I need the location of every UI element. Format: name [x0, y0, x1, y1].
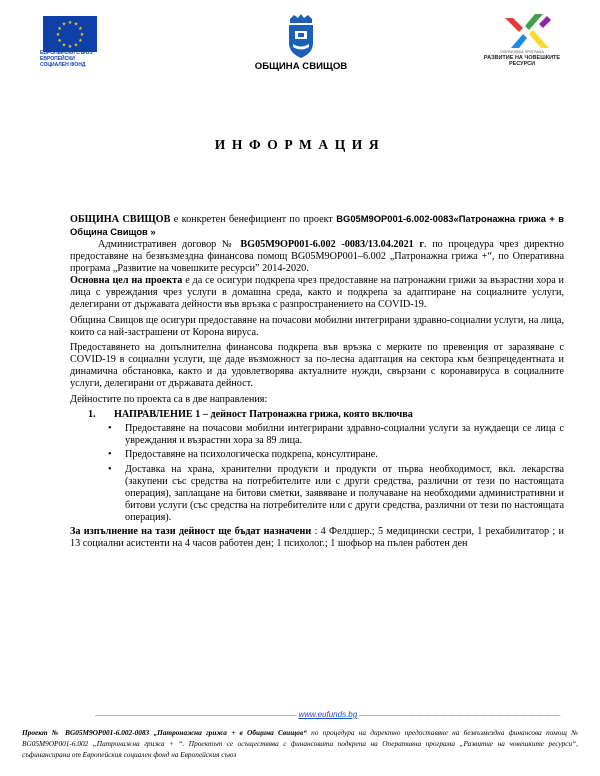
staff-text: : 4 Фелдшер.; 5 медицински сестри, 1 рехабилитатор ; и 13 социални асистенти на 4 часов работен ден; 1 психолог.; 1 шофьор на пълен работен ден [70, 526, 564, 549]
svg-text:★: ★ [57, 26, 62, 32]
direction-heading [88, 409, 564, 421]
footer-link-line [95, 710, 561, 719]
contract-post: . по процедура чрез директно предоставяне на безвъзмездна финансова помощ BG05M9OP001–6.002 „Патронажна грижа +“, по Оперативна програма „Развитие на човешките ресурси” 2014-2020. [70, 239, 564, 274]
svg-text:★: ★ [79, 32, 85, 38]
paragraph-directions: Дейностите по проекта са в две направления: [70, 393, 268, 405]
paragraph-staff [70, 526, 564, 550]
footer-dashes: ----------------------------------------------------------------------------------------------------- [358, 713, 561, 719]
svg-text:★: ★ [57, 38, 62, 44]
list-item: • Предоставяне на почасови мобилни интегрирани здравно-социални услуги за нуждаещи се лица с увреждания и възрастни хора за 89 лица. [108, 422, 564, 446]
svg-text:★: ★ [73, 21, 79, 28]
direction-text: НАПРАВЛЕНИЕ 1 – дейност Патронажна грижа, която включва [114, 408, 413, 420]
goal-label: Основна цел на проекта [70, 275, 183, 286]
goal-text: е да се осигури подкрепа чрез предоставяне на патронажни грижи за възрастни хора и лица с увреждания чрез услуги в домашна среда, както и подкрепа за адаптиране на социалните услуги, делегирани от държавата дейности във връзка с разпространението на COVID-19. [70, 275, 564, 310]
bullet-icon: • [108, 449, 112, 460]
svg-text:★: ★ [67, 44, 73, 50]
paragraph-beneficiary [70, 213, 564, 239]
operational-programme-logo [503, 12, 553, 52]
eu-flag-logo [43, 16, 97, 52]
paragraph-contract [70, 239, 564, 275]
municipality-crest-icon [286, 13, 316, 59]
footer-text [22, 727, 578, 760]
beneficiary-text: е конкретен бенефициент по проект [170, 214, 337, 225]
footer-project: Проект № BG05M9OP001-6.002-0083 „Патронажна грижа + в Община Свищов“ [22, 728, 307, 737]
beneficiary-name: ОБЩИНА СВИЩОВ [70, 214, 171, 225]
svg-text:★: ★ [78, 38, 83, 44]
contract-number: BG05M9OP001-6.002 -0083/13.04.2021 г [240, 239, 425, 250]
svg-text:★: ★ [67, 20, 73, 26]
staff-label: За изпълнение на тази дейност ще бъдат назначени [70, 526, 312, 537]
paragraph-services: Община Свищов ще осигури предоставяне на почасови мобилни интегрирани здравно-социални услуги, на лица, които са най-застрашени от Корона вируса. [70, 314, 564, 338]
project-code: BG05M9OP001-6.002-0083«Патронажна грижа + в Община Свищов » [70, 213, 564, 237]
svg-text:★: ★ [55, 32, 61, 38]
svg-text:★: ★ [61, 42, 67, 49]
svg-text:★: ★ [78, 26, 83, 32]
op-name: РАЗВИТИЕ НА ЧОВЕШКИТЕ РЕСУРСИ [483, 55, 561, 67]
svg-text:★: ★ [73, 42, 79, 49]
eufunds-link[interactable]: www.eufunds.bg [298, 710, 358, 719]
paragraph-goal [70, 275, 564, 311]
document-body [70, 213, 564, 550]
svg-text:★: ★ [61, 21, 67, 28]
list-item: • Доставка на храна, хранителни продукти и продукти от първа необходимост, вкл. лекарства (закупени със средства на потребителите или с други средства, различни от тези по настоящата операция), заплащане на битови сметки, заявяване и получаване на необходими административни и битови услуги (със средства на потребителите или с други средства, различни от тези по настоящата операция). [108, 463, 564, 523]
activities-list [70, 423, 564, 524]
direction-number: 1. [88, 408, 96, 420]
paragraph-support: Предоставянето на допълнителна финансова подкрепа във връзка с мерките по превенция от заразяване с COVID-19 в социални услуги, ще даде възможност за по-лесна адаптация на сектора към безпрецедентната и динамична обстановка, както и да удовлетворява актуалните нужди, свързани с коронавируса в социалните услуги, делегирани от държавата дейност. [70, 342, 564, 389]
list-item: • Предоставяне на психологическа подкрепа, консултиране. [108, 449, 378, 460]
bullet-icon: • [108, 422, 112, 434]
contract-pre: Административен договор № [98, 239, 241, 250]
footer-dashes: ----------------------------------------------------------------------------------------------------- [95, 713, 297, 719]
municipality-name: ОБЩИНА СВИЩОВ [254, 61, 348, 72]
document-title: ИНФОРМАЦИЯ [214, 137, 386, 152]
op-caption-small: ОПЕРАТИВНА ПРОГРАМА [500, 50, 544, 54]
eu-label: ЕВРОПЕЙСКИ СЪЮЗ ЕВРОПЕЙСКИ СОЦИАЛЕН ФОНД [40, 50, 93, 68]
footer-description: по процедура на директно предоставяне на безвъзмездна финансова помощ № BG05M9OP001-6.002 „Патронажна грижа + “. Проектът се осъществява с финансовата подкрепа на Оперативна програма „Развитие на човешките ресурси“, съфинансирана от Европейския социален фонд на Европейския съюз [22, 728, 578, 759]
bullet-icon: • [108, 463, 112, 475]
